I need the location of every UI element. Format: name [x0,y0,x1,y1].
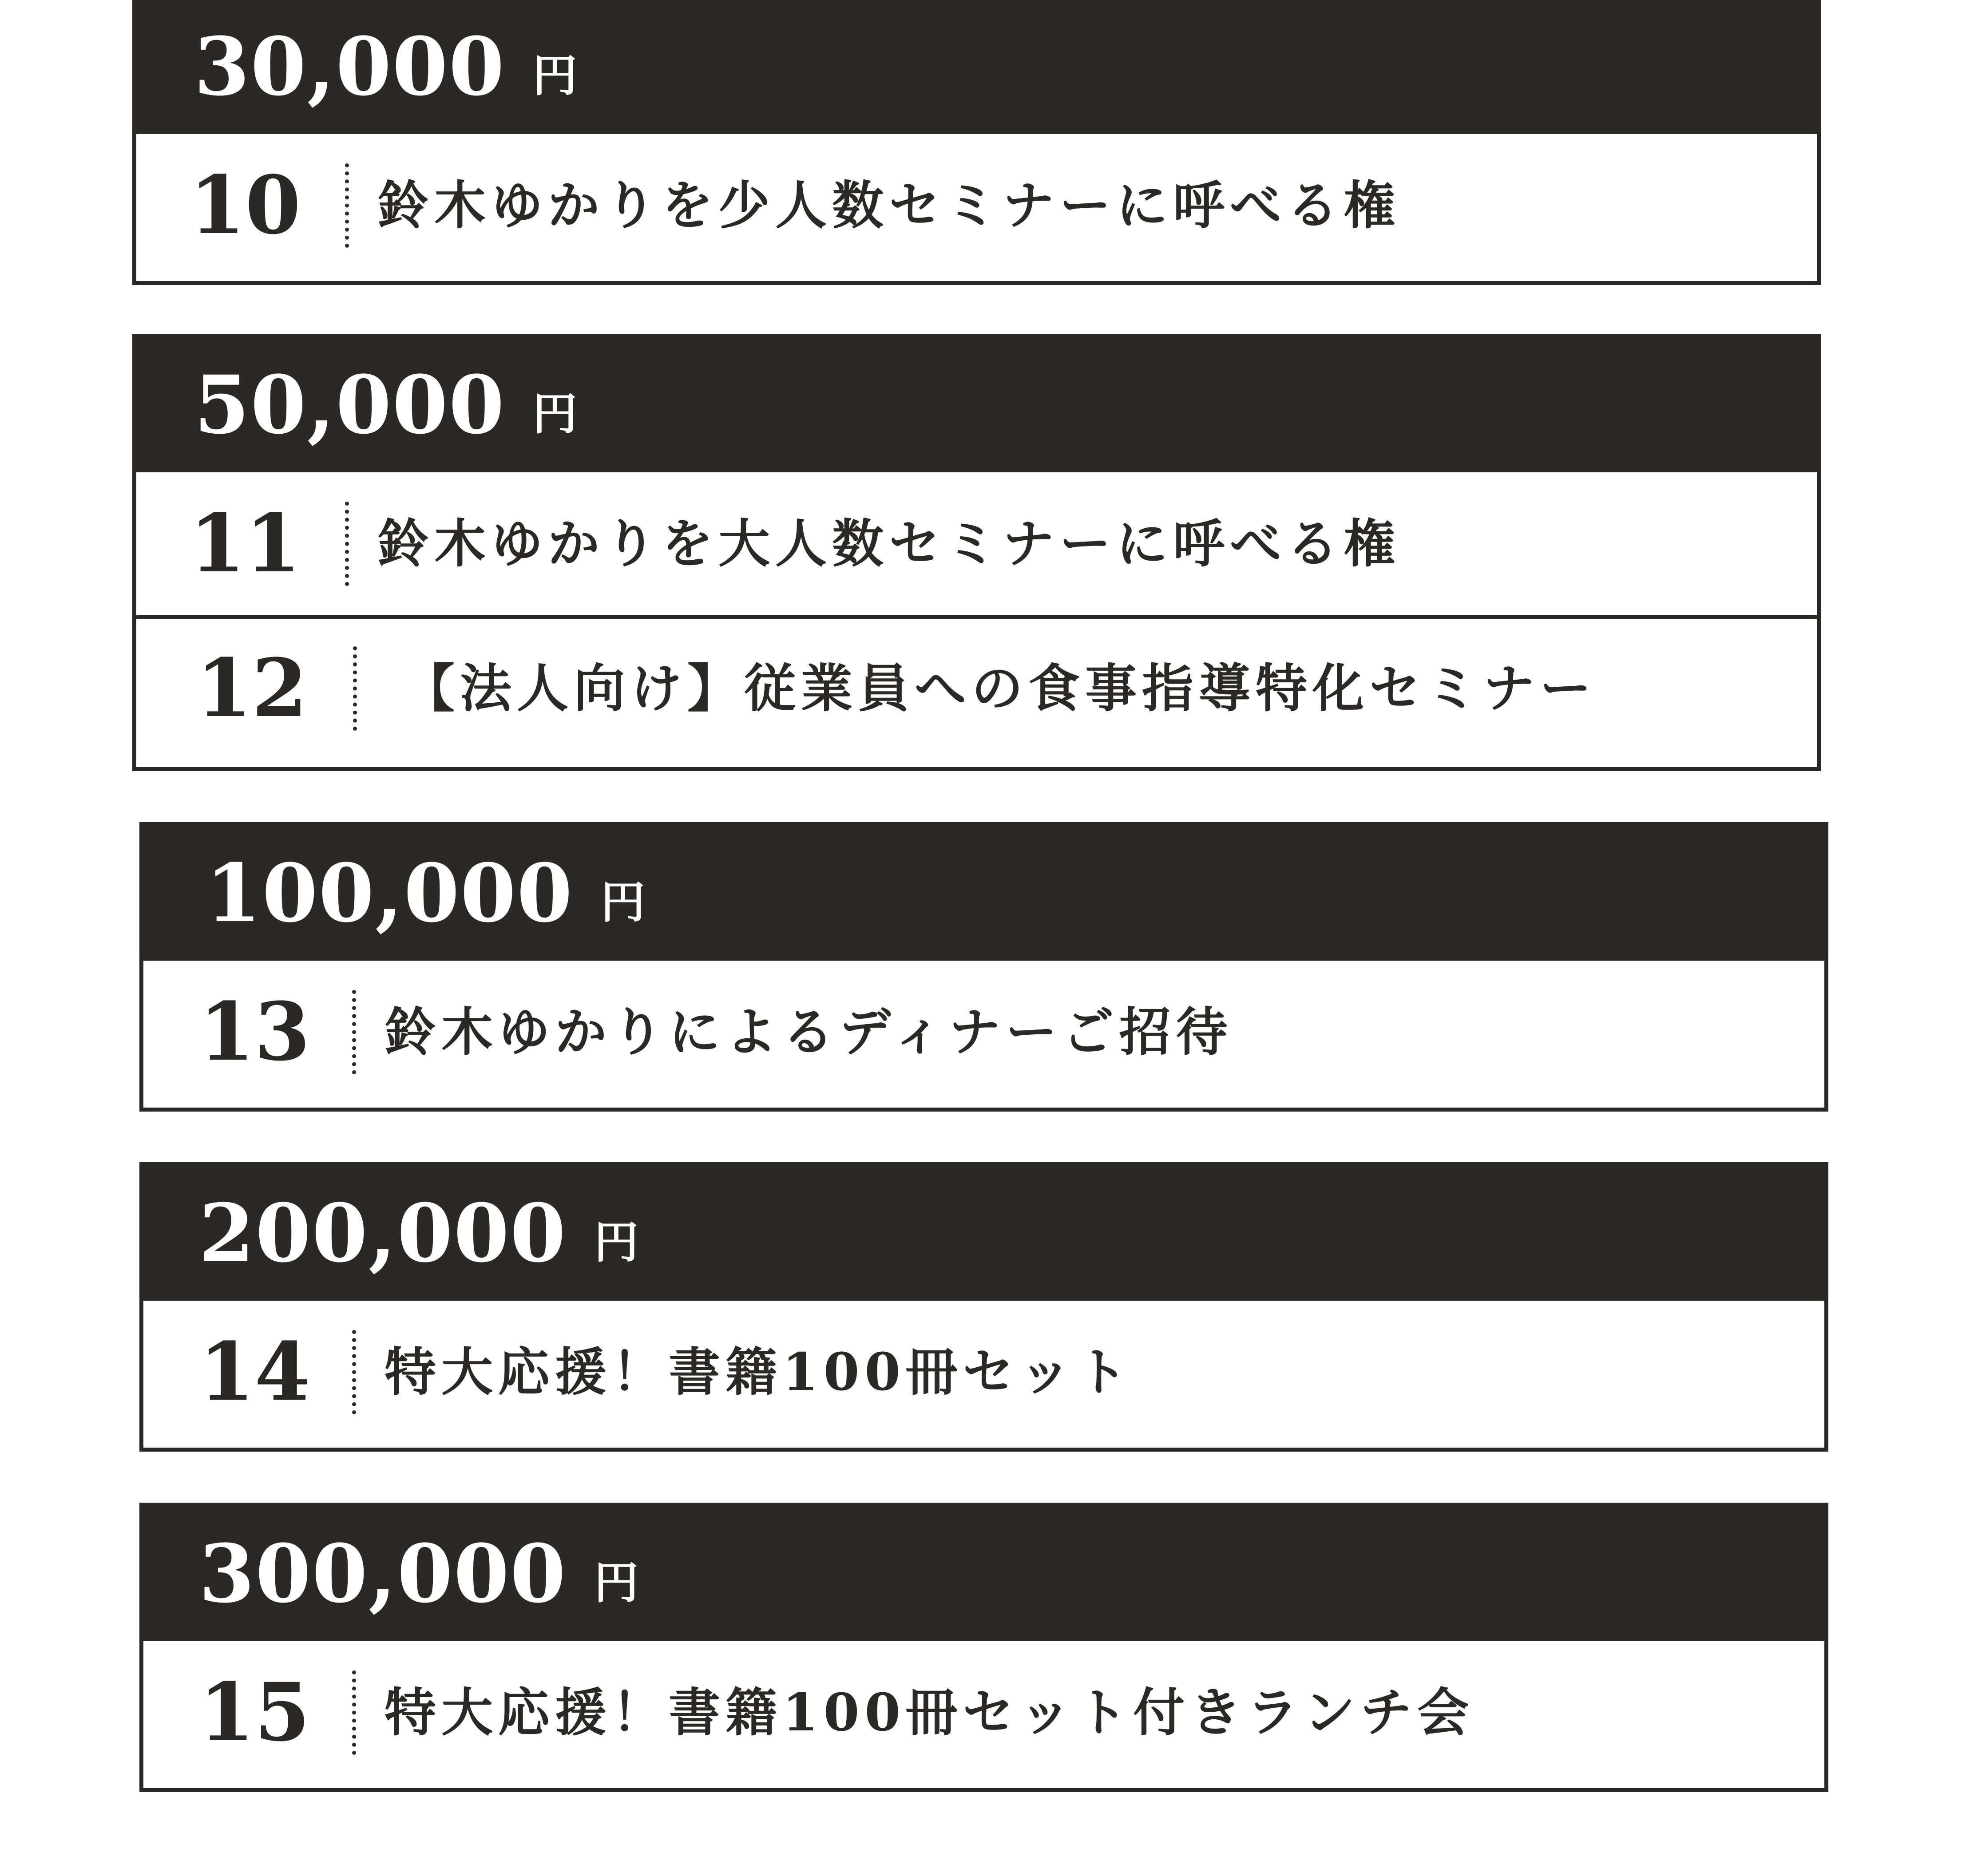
reward-text: 特大応援！書籍100冊セット [384,1342,1134,1402]
reward-row [143,961,1824,1104]
dotted-separator [352,1670,356,1755]
tier-header [136,0,1817,134]
tier-unit: 円 [601,876,646,928]
tier-amount: 300,000 [199,1527,567,1621]
reward-text: 【法人向け】従業員への食事指導特化セミナー [403,658,1597,719]
reward-tier [132,0,1821,285]
reward-number: 11 [190,497,301,590]
dotted-separator [352,990,356,1074]
reward-number: 10 [190,158,301,252]
reward-tier [139,1503,1828,1792]
reward-tier [132,334,1821,771]
tier-unit: 円 [594,1556,639,1609]
tier-unit: 円 [532,388,577,440]
reward-tier [139,822,1828,1112]
dotted-separator [353,646,357,731]
reward-number: 15 [199,1666,310,1759]
reward-row [136,134,1817,277]
tier-amount: 100,000 [206,846,574,940]
reward-text: 鈴木ゆかりを少人数セミナーに呼べる権 [377,175,1400,236]
dotted-separator [345,163,349,248]
reward-number: 14 [199,1325,310,1419]
reward-row [136,472,1817,615]
tier-amount: 200,000 [199,1186,567,1280]
tier-header [136,338,1817,472]
dotted-separator [352,1330,356,1414]
tier-header [143,826,1824,961]
tier-unit: 円 [532,49,577,102]
reward-number: 13 [199,985,310,1079]
tier-amount: 30,000 [194,20,505,114]
reward-tier [139,1162,1828,1452]
tier-amount: 50,000 [194,358,505,452]
tier-unit: 円 [594,1216,639,1268]
tier-header [143,1166,1824,1301]
reward-row [136,615,1817,758]
reward-number: 12 [196,641,308,735]
reward-text: 鈴木ゆかりによるディナーご招待 [384,1002,1233,1062]
reward-text: 特大応援！書籍100冊セット付きランチ会 [384,1682,1474,1743]
reward-row [143,1641,1824,1784]
reward-row [143,1301,1824,1444]
dotted-separator [345,502,349,586]
reward-text: 鈴木ゆかりを大人数セミナーに呼べる権 [377,514,1400,574]
tier-header [143,1507,1824,1641]
